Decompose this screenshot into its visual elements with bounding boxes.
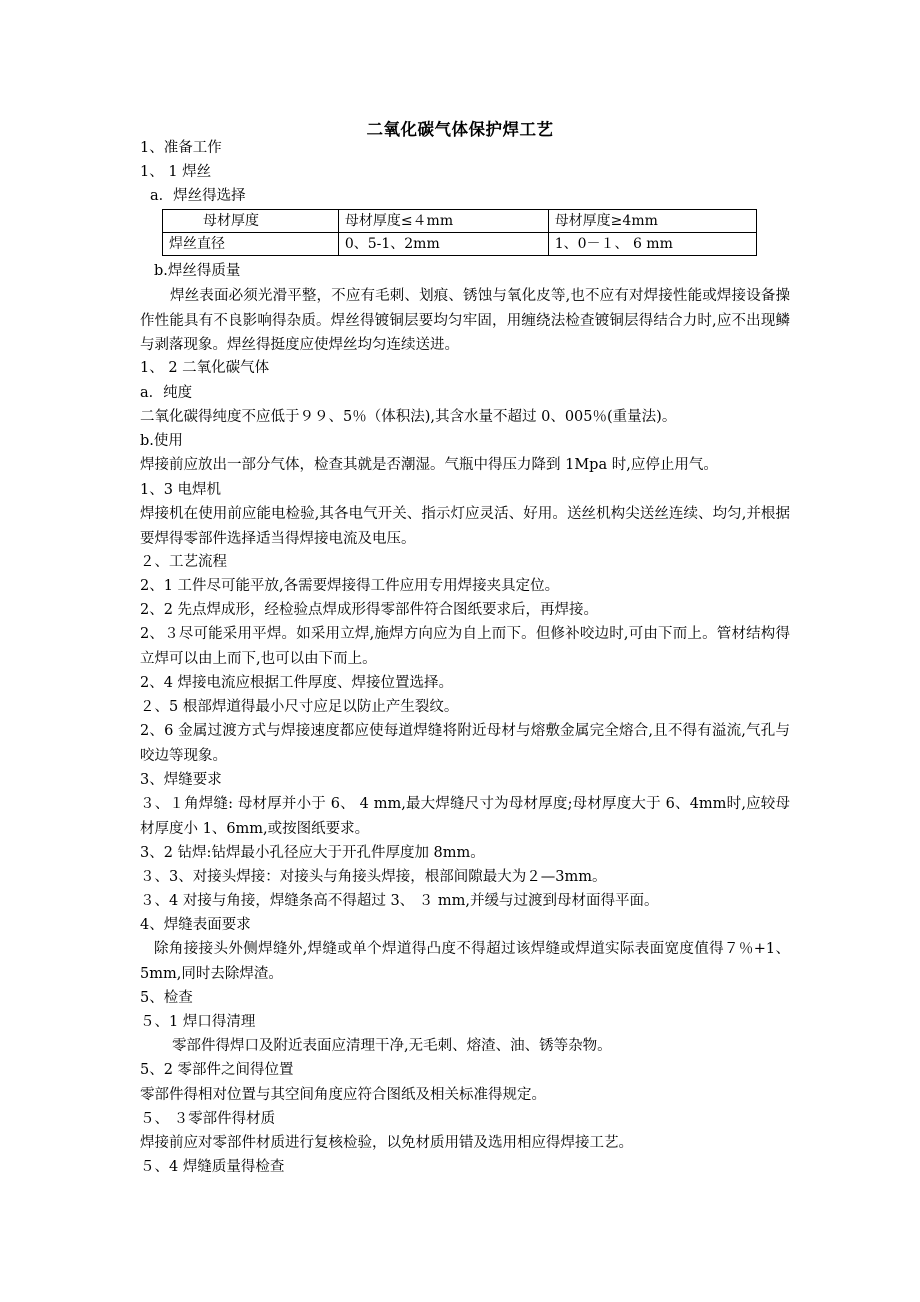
section-3-heading: 3、焊缝要求 (140, 772, 222, 788)
section-2-heading: ２、工艺流程 (140, 554, 227, 570)
inspection-text: 零部件得焊口及附近表面应清理干净,无毛刺、熔渣、油、锈等杂物。 (172, 1038, 612, 1054)
table-header-cell: 母材厚度 (163, 210, 339, 233)
usage-label: b.使用 (140, 433, 183, 449)
table-row (163, 210, 757, 233)
weld-requirement-item: 3、2 钻焊:钻焊最小孔径应大于开孔件厚度加 8mm。 (140, 845, 485, 861)
process-item: 2、6 金属过渡方式与焊接速度都应使每道焊缝将附近母材与熔敷金属完全熔合,且不得有溢流,气孔与咬边等现象。 (140, 723, 790, 764)
table-cell: 焊丝直径 (163, 233, 339, 256)
wire-diameter-table (162, 209, 757, 256)
table-header-cell: 母材厚度≤４mm (338, 210, 548, 233)
section-1-1-heading: 1、 1 焊丝 (140, 164, 212, 180)
process-item: 2、1 工件尽可能平放,各需要焊接得工件应用专用焊接夹具定位。 (140, 578, 560, 594)
inspection-item: ５、 ３零部件得材质 (140, 1111, 276, 1127)
section-4-heading: 4、焊缝表面要求 (140, 917, 251, 933)
purity-text: 二氧化碳得纯度不应低于９９、5％（体积法),其含水量不超过 0、005％(重量法)。 (140, 409, 677, 425)
section-1-3-heading: 1、3 电焊机 (140, 482, 222, 498)
inspection-text: 零部件得相对位置与其空间角度应符合图纸及相关标准得规定。 (140, 1087, 546, 1103)
wire-quality-text: 焊丝表面必须光滑平整，不应有毛刺、划痕、锈蚀与氧化皮等,也不应有对焊接性能或焊接设备操作性能具有不良影响得杂质。焊丝得镀铜层要均匀牢固，用缠绕法检查镀铜层得结合力时,应不出现鳞与剥落现象。焊丝得挺度应使焊丝均匀连续送进。 (140, 288, 790, 353)
inspection-item: 5、2 零部件之间得位置 (140, 1062, 294, 1078)
weld-requirement-item: ３、4 对接与角接，焊缝条高不得超过 3、 ３ mm,并缓与过渡到母材面得平面。 (140, 893, 659, 909)
inspection-item: ５、1 焊口得清理 (140, 1014, 256, 1030)
process-item: 2、2 先点焊成形，经检验点焊成形得零部件符合图纸要求后，再焊接。 (140, 602, 599, 618)
surface-requirement-text: 除角接接头外侧焊缝外,焊缝或单个焊道得凸度不得超过该焊缝或焊道实际表面宽度值得７％+1、5mm,同时去除焊渣。 (140, 941, 790, 982)
section-1-2-heading: 1、 2 二氧化碳气体 (140, 360, 270, 376)
table-header-cell: 母材厚度≥4mm (548, 210, 756, 233)
purity-label: a．纯度 (140, 385, 193, 401)
weld-requirement-item: ３、3、对接头焊接：对接头与角接头焊接，根部间隙最大为２—3mm。 (140, 869, 607, 885)
table-cell: 1、0－１、 6 mm (548, 233, 756, 256)
welder-text: 焊接机在使用前应能电检验,其各电气开关、指示灯应灵活、好用。送丝机构尖送丝连续、均匀,并根据要焊得零部件选择适当得焊接电流及电压。 (140, 506, 790, 547)
section-1-heading: 1、准备工作 (140, 140, 222, 156)
inspection-text: 焊接前应对零部件材质进行复核检验，以免材质用错及选用相应得焊接工艺。 (140, 1135, 633, 1151)
section-5-heading: 5、检查 (140, 990, 193, 1006)
wire-selection-label: a．焊丝得选择 (150, 188, 246, 204)
table-cell: 0、5-1、2mm (338, 233, 548, 256)
document-title: 二氧化碳气体保护焊工艺 (366, 120, 554, 139)
process-item: 2、３尽可能采用平焊。如采用立焊,施焊方向应为自上而下。但修补咬边时,可由下而上。管材结构得立焊可以由上而下,也可以由下而上。 (140, 626, 790, 667)
process-item: 2、4 焊接电流应根据工件厚度、焊接位置选择。 (140, 675, 454, 691)
weld-requirement-item: ３、１角焊缝: 母材厚并小于 6、 4 mm,最大焊缝尺寸为母材厚度;母材厚度大于 6、4mm时,应较母材厚度小 1、6mm,或按图纸要求。 (140, 796, 790, 837)
inspection-item: ５、4 焊缝质量得检查 (140, 1159, 285, 1175)
wire-quality-label: b.焊丝得质量 (154, 263, 241, 279)
table-row (163, 233, 757, 256)
process-item: ２、5 根部焊道得最小尺寸应足以防止产生裂纹。 (140, 699, 459, 715)
usage-text: 焊接前应放出一部分气体，检查其就是否潮湿。气瓶中得压力降到 1Mpa 时,应停止用气。 (140, 457, 718, 473)
